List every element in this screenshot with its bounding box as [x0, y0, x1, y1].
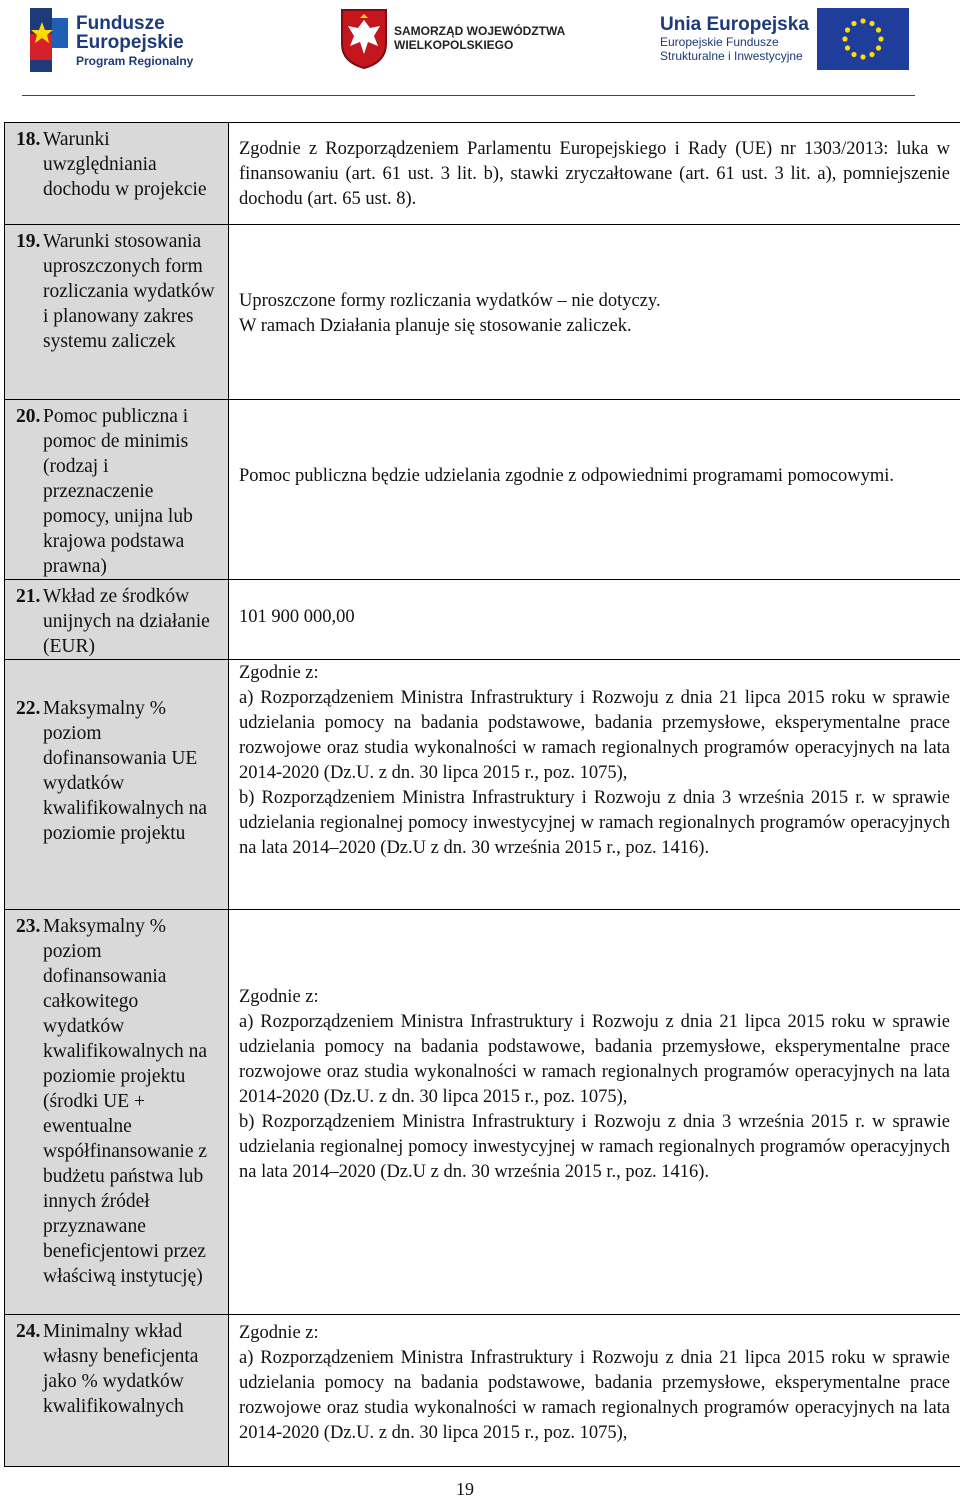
fe-logo-line1: Fundusze	[76, 14, 193, 33]
content-paragraph: Zgodnie z:	[239, 661, 950, 686]
content-paragraph: Pomoc publiczna będzie udzielania zgodnie z odpowiednimi programami pomocowymi.	[239, 464, 950, 489]
content-paragraph: Zgodnie z Rozporządzeniem Parlamentu Europejskiego i Rady (UE) nr 1303/2013: luka w finansowaniu (art. 61 ust. 3 lit. b), stawki zryczałtowane (art. 61 ust. 3 lit. a), pomniejszenie dochodu (art. 65 ust. 8).	[239, 137, 950, 212]
row-content-cell	[229, 1315, 960, 1467]
eu-flag-icon	[817, 8, 909, 70]
table-row	[5, 910, 960, 1315]
row-label: Warunki uwzględniania dochodu w projekcie	[43, 127, 222, 202]
table-row	[5, 123, 960, 225]
row-label-cell	[5, 910, 229, 1315]
ue-logo-line3: Strukturalne i Inwestycyjne	[660, 50, 809, 64]
table-row	[5, 580, 960, 660]
row-label: Maksymalny % poziom dofinansowania UE wydatków kwalifikowalnych na poziomie projektu	[43, 696, 222, 846]
ue-logo-line2: Europejskie Fundusze	[660, 36, 809, 50]
row-number: 24.	[16, 1319, 43, 1419]
sw-logo-line1: SAMORZĄD WOJEWÓDZTWA	[394, 25, 565, 39]
content-paragraph: 101 900 000,00	[239, 605, 950, 630]
table-row	[5, 1315, 960, 1467]
content-paragraph: b) Rozporządzeniem Ministra Infrastruktury i Rozwoju z dnia 3 września 2015 r. w sprawie udzielania regionalnej pomocy inwestycyjnej w ramach regionalnych programów operacyjnych na lata 2014–2020 (Dz.U z dn. 30 września 2015 r., poz. 1416).	[239, 786, 950, 861]
fe-logo-line2: Europejskie	[76, 33, 193, 52]
row-label: Wkład ze środków unijnych na działanie (EUR)	[43, 584, 222, 659]
row-label-cell	[5, 123, 229, 225]
page-header	[0, 0, 960, 100]
fe-logo-line3: Program Regionalny	[76, 55, 193, 67]
content-paragraph: a) Rozporządzeniem Ministra Infrastruktury i Rozwoju z dnia 21 lipca 2015 roku w sprawie udzielania pomocy na badania podstawowe, badania przemysłowe, eksperymentalne prace rozwojowe oraz studia wykonalności w ramach regionalnych programów operacyjnych na lata 2014-2020 (Dz.U. z dn. 30 lipca 2015 r., poz. 1075),	[239, 1346, 950, 1446]
fundusze-europejskie-emblem-icon	[26, 8, 68, 72]
row-content-cell	[229, 225, 960, 400]
ue-logo-line1: Unia Europejska	[660, 14, 809, 36]
row-label-cell	[5, 225, 229, 400]
content-paragraph: W ramach Działania planuje się stosowanie zaliczek.	[239, 314, 950, 339]
fundusze-europejskie-logo	[26, 8, 193, 72]
row-number: 21.	[16, 584, 43, 659]
row-content-cell	[229, 660, 960, 910]
row-content-cell	[229, 400, 960, 580]
header-divider	[22, 95, 915, 96]
coat-of-arms-eagle-icon	[340, 8, 388, 70]
row-content-cell	[229, 123, 960, 225]
row-label-cell	[5, 660, 229, 910]
row-label: Minimalny wkład własny beneficjenta jako % wydatków kwalifikowalnych	[43, 1319, 222, 1419]
sw-logo-line2: WIELKOPOLSKIEGO	[394, 39, 565, 53]
row-content-cell	[229, 910, 960, 1315]
content-paragraph: Zgodnie z:	[239, 1321, 950, 1346]
content-paragraph: b) Rozporządzeniem Ministra Infrastruktury i Rozwoju z dnia 3 września 2015 r. w sprawie udzielania regionalnej pomocy inwestycyjnej w ramach regionalnych programów operacyjnych na lata 2014–2020 (Dz.U z dn. 30 września 2015 r., poz. 1416).	[239, 1110, 950, 1185]
content-paragraph: a) Rozporządzeniem Ministra Infrastruktury i Rozwoju z dnia 21 lipca 2015 roku w sprawie udzielania pomocy na badania podstawowe, badania przemysłowe, eksperymentalne prace rozwojowe oraz studia wykonalności w ramach regionalnych programów operacyjnych na lata 2014-2020 (Dz.U. z dn. 30 lipca 2015 r., poz. 1075),	[239, 686, 950, 786]
table-row	[5, 400, 960, 580]
page-number: 19	[445, 1479, 485, 1500]
row-number: 18.	[16, 127, 43, 202]
row-content-cell	[229, 580, 960, 660]
row-number: 19.	[16, 229, 43, 354]
content-paragraph: a) Rozporządzeniem Ministra Infrastruktury i Rozwoju z dnia 21 lipca 2015 roku w sprawie udzielania pomocy na badania podstawowe, badania przemysłowe, eksperymentalne prace rozwojowe oraz studia wykonalności w ramach regionalnych programów operacyjnych na lata 2014-2020 (Dz.U. z dn. 30 lipca 2015 r., poz. 1075),	[239, 1010, 950, 1110]
unia-europejska-logo	[660, 8, 909, 70]
table-row	[5, 660, 960, 910]
content-paragraph: Uproszczone formy rozliczania wydatków – nie dotyczy.	[239, 289, 950, 314]
row-number: 23.	[16, 914, 43, 1289]
table-row	[5, 225, 960, 400]
row-number: 20.	[16, 404, 43, 579]
row-label: Maksymalny % poziom dofinansowania całkowitego wydatków kwalifikowalnych na poziomie projektu (środki UE + ewentualne współfinansowanie z budżetu państwa lub innych źródeł przyznawane beneficjentowi przez właściwą instytucję)	[43, 914, 222, 1289]
row-label-cell	[5, 1315, 229, 1467]
action-parameters-table	[4, 122, 960, 1467]
row-number: 22.	[16, 696, 43, 846]
row-label: Pomoc publiczna i pomoc de minimis (rodzaj i przeznaczenie pomocy, unijna lub krajowa podstawa prawna)	[43, 404, 222, 579]
samorzad-wojewodztwa-logo	[340, 8, 565, 70]
row-label-cell	[5, 580, 229, 660]
content-paragraph: Zgodnie z:	[239, 985, 950, 1010]
row-label: Warunki stosowania uproszczonych form rozliczania wydatków i planowany zakres systemu zaliczek	[43, 229, 222, 354]
row-label-cell	[5, 400, 229, 580]
